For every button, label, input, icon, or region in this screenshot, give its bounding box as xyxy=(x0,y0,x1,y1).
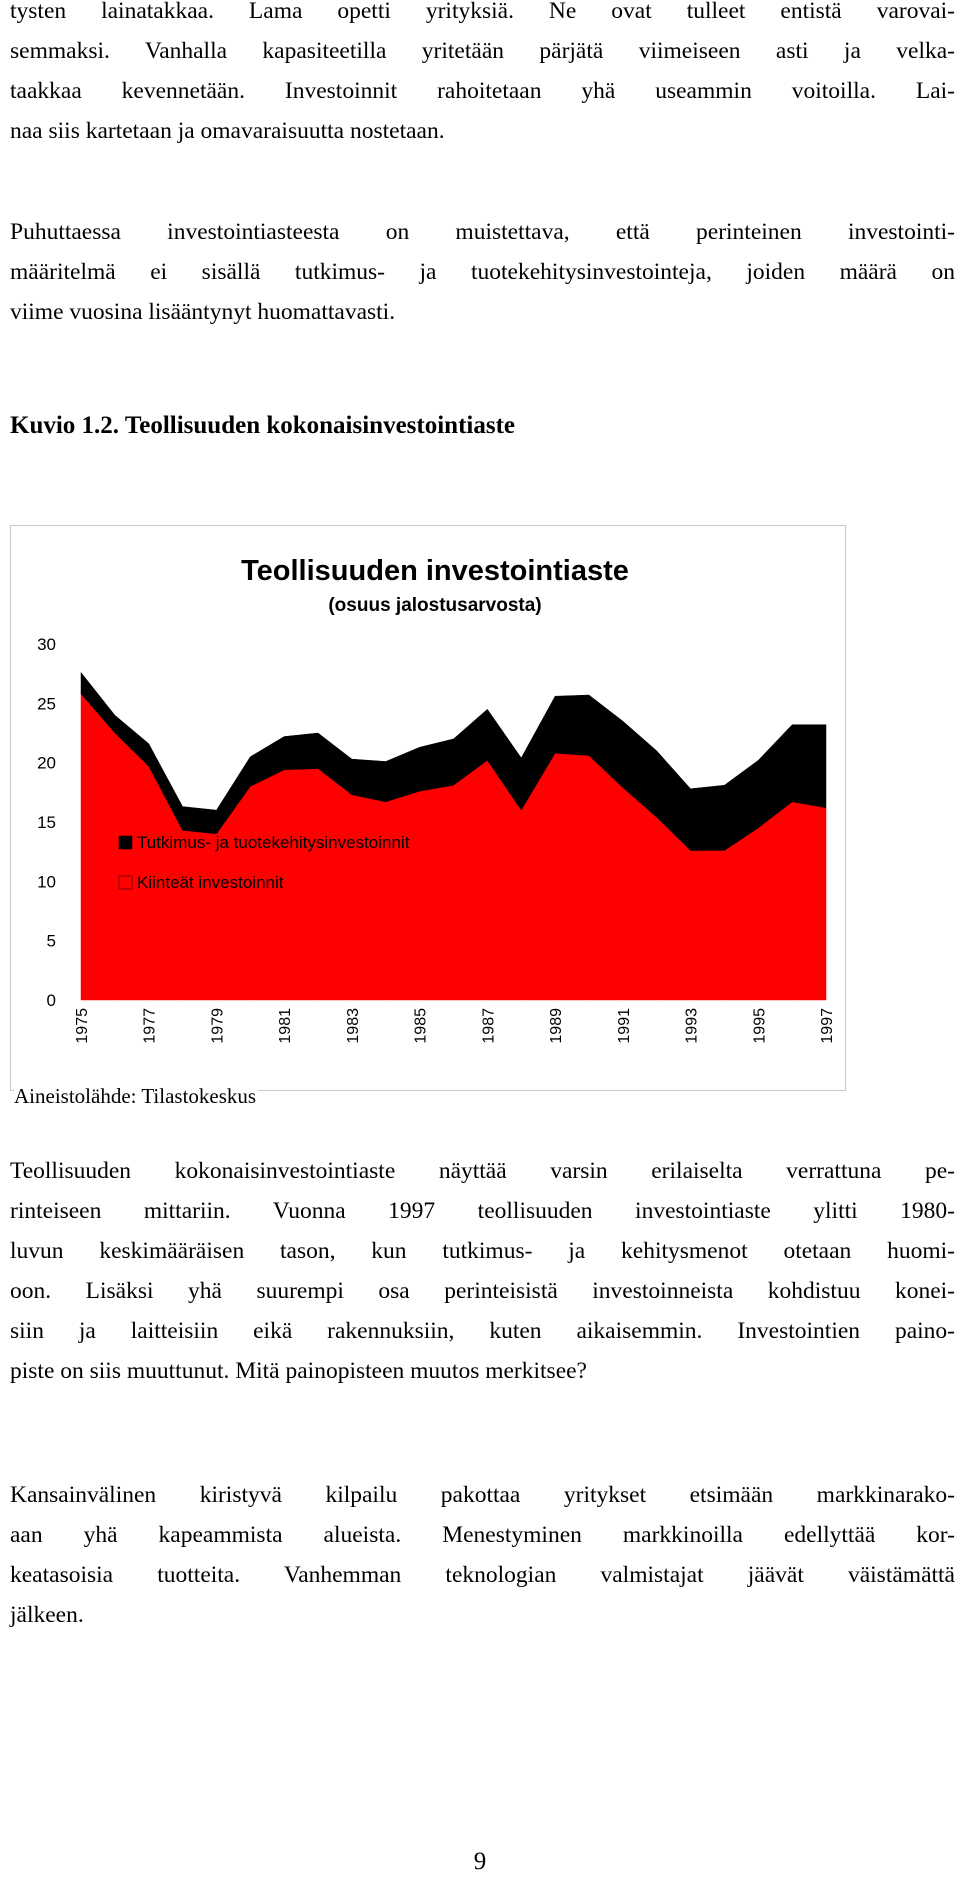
page-number: 9 xyxy=(473,1848,487,1875)
chart-subtitle: (osuus jalostusarvosta) xyxy=(328,595,542,616)
text-line: Puhuttaessa investointiasteesta on muistettava, että perinteinen investointi- xyxy=(10,219,955,245)
text-line: Teollisuuden kokonaisinvestointiaste näyttää varsin erilaiselta verrattuna pe- xyxy=(10,1158,955,1184)
text-line: luvun keskimääräisen tason, kun tutkimus- ja kehitysmenot otetaan huomi- xyxy=(10,1238,955,1264)
text-line: oon. Lisäksi yhä suurempi osa perinteisistä investoinneista kohdistuu konei- xyxy=(10,1278,955,1304)
text-line: semmaksi. Vanhalla kapasiteetilla yritetään pärjätä viimeiseen asti ja velka- xyxy=(10,38,955,64)
text-line: jälkeen. xyxy=(10,1602,84,1628)
text-line: määritelmä ei sisällä tutkimus- ja tuotekehitysinvestointeja, joiden määrä on xyxy=(10,259,955,285)
text-line: siin ja laitteisiin eikä rakennuksiin, kuten aikaisemmin. Investointien paino- xyxy=(10,1318,955,1344)
x-tick-label: 1977 xyxy=(141,1008,159,1044)
chart-frame xyxy=(10,525,846,1091)
paragraph-definition xyxy=(10,212,955,332)
legend-swatch xyxy=(119,876,132,889)
x-tick-label: 1987 xyxy=(480,1008,498,1044)
x-tick-label: 1993 xyxy=(683,1008,701,1044)
x-tick-label: 1991 xyxy=(615,1008,633,1044)
x-tick-label: 1983 xyxy=(344,1008,362,1044)
text-line: rinteiseen mittariin. Vuonna 1997 teollisuuden investointiaste ylitti 1980- xyxy=(10,1198,955,1224)
y-tick-label: 20 xyxy=(37,753,56,773)
chart-title: Teollisuuden investointiaste xyxy=(241,555,629,587)
x-tick-label: 1985 xyxy=(412,1008,430,1044)
x-tick-label: 1989 xyxy=(548,1008,566,1044)
text-line: keatasoisia tuotteita. Vanhemman teknologian valmistajat jäävät väistämättä xyxy=(10,1562,955,1588)
figure-caption: Kuvio 1.2. Teollisuuden kokonaisinvestointiaste xyxy=(10,412,516,439)
x-tick-label: 1979 xyxy=(209,1008,227,1044)
source-note: Aineistolähde: Tilastokeskus xyxy=(14,1084,257,1108)
y-tick-label: 10 xyxy=(37,872,56,892)
y-tick-label: 30 xyxy=(37,635,56,654)
text-line: piste on siis muuttunut. Mitä painopisteen muutos merkitsee? xyxy=(10,1358,587,1384)
text-line: tysten lainatakkaa. Lama opetti yrityksiä. Ne ovat tulleet entistä varovai- xyxy=(10,0,955,24)
text-line: Kansainvälinen kiristyvä kilpailu pakottaa yritykset etsimään markkinarako- xyxy=(10,1482,955,1508)
y-tick-label: 25 xyxy=(37,694,56,714)
text-line: viime vuosina lisääntynyt huomattavasti. xyxy=(10,299,396,325)
x-tick-label: 1981 xyxy=(277,1008,295,1044)
y-tick-label: 5 xyxy=(46,931,56,951)
legend-label: Tutkimus- ja tuotekehitysinvestoinnit xyxy=(137,833,410,852)
x-tick-label: 1997 xyxy=(819,1008,836,1044)
y-tick-label: 15 xyxy=(37,813,56,832)
text-line: taakkaa kevennetään. Investoinnit rahoitetaan yhä useammin voitoilla. Lai- xyxy=(10,78,955,104)
text-line: aan yhä kapeammista alueista. Menestyminen markkinoilla edellyttää kor- xyxy=(10,1522,955,1548)
x-tick-label: 1995 xyxy=(751,1008,769,1044)
legend-label: Kiinteät investoinnit xyxy=(137,873,284,892)
y-tick-label: 0 xyxy=(46,991,56,1010)
legend-swatch xyxy=(119,836,132,849)
investment-rate-chart xyxy=(11,526,847,1092)
text-line: naa siis kartetaan ja omavaraisuutta nostetaan. xyxy=(10,118,445,144)
paragraph-intro xyxy=(10,0,955,151)
paragraph-competition xyxy=(10,1475,955,1635)
x-tick-label: 1975 xyxy=(74,1008,91,1044)
paragraph-analysis xyxy=(10,1151,955,1391)
